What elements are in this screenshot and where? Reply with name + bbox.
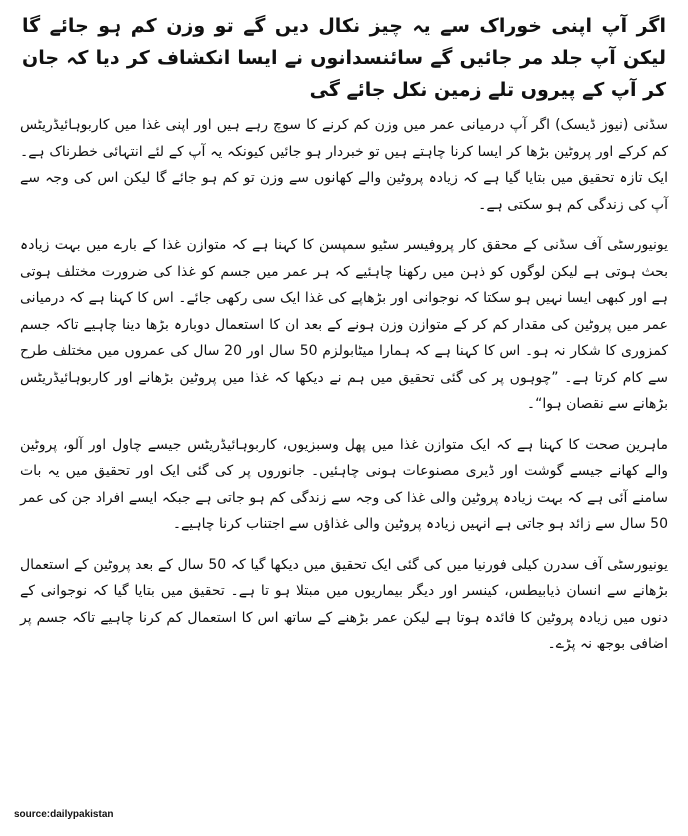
article-paragraph: یونیورسٹی آف سڈنی کے محقق کار پروفیسر سٹیو سمپسن کا کہنا ہے کہ متوازن غذا کے بارے میں بہت زیادہ بحث ہوتی ہے لیکن لوگوں کو ذہن میں رکھنا چاہئیے کہ ہر عمر میں جسم کو غذا کی ضرورت مختلف ہوتی ہے اور کبھی ایسا نہیں ہو سکتا کہ نوجوانی اور بڑھاپے کی غذا ایک سی رکھی جائے۔ اس کا کہنا ہے کہ درمیانی عمر میں پروٹین کی مقدار کم کر کے متوازن وزن ہونے کے بعد ان کا استعمال دوبارہ بڑھا دینا چاہیے تاکہ جسم کمزوری کا شکار نہ ہو۔ اس کا کہنا ہے کہ ہمارا میٹابولزم 50 سال اور 20 سال کی عمروں میں مختلف طرح سے کام کرتا ہے۔ ”چوہوں پر کی گئی تحقیق میں ہم نے دیکھا کہ غذا میں پروٹین بڑھانے اور کاربوہائیڈریٹس بڑھانے سے نقصان ہوا“۔ (20, 237, 669, 412)
article-paragraph: سڈنی (نیوز ڈیسک) اگر آپ درمیانی عمر میں وزن کم کرنے کا سوچ رہے ہیں اور اپنی غذا میں کاربوہائیڈریٹس کم کرکے اور پروٹین بڑھا کر ایسا کرنا چاہتے ہیں تو خبردار ہو جائیں کیونکہ یہ آپ کے لئے انتہائی خطرناک ہے۔ ایک تازہ تحقیق میں بتایا گیا ہے کہ زیادہ پروٹین والے کھانوں سے وزن تو کم ہو جائے گا لیکن اس کی وجہ سے آپ کی زندگی کم ہو سکتی ہے۔ (20, 117, 668, 213)
article-headline: اگر آپ اپنی خوراک سے یہ چیز نکال دیں گے تو وزن کم ہو جائے گا لیکن آپ جلد مر جائیں گے سائنسدانوں نے ایسا انکشاف کر دیا کہ جان کر آپ کے پیروں تلے زمین نکل جائے گی (22, 15, 666, 101)
article-paragraph: یونیورسٹی آف سدرن کیلی فورنیا میں کی گئی ایک تحقیق میں دیکھا گیا کہ 50 سال کے بعد پروٹین کے استعمال بڑھانے سے انسان ذیابیطس، کینسر اور دیگر بیماریوں میں مبتلا ہو تا ہے۔ تحقیق میں بتایا گیا کہ نوجوانی کے دنوں میں زیادہ پروٹین کا فائدہ ہوتا ہے لیکن عمر بڑھنے کے ساتھ اس کا استعمال کم کرنا چاہیے تاکہ جسم پر اضافی بوجھ نہ پڑے۔ (20, 556, 668, 652)
article-paragraph: ماہرین صحت کا کہنا ہے کہ ایک متوازن غذا میں پھل وسبزیوں، کاربوہائیڈریٹس جیسے چاول اور آلو، پروٹین والے کھانے جیسے گوشت اور ڈیری مصنوعات ہونی چاہئیں۔ جانوروں پر کی گئی ایک اور تحقیق میں یہ بات سامنے آئی ہے کہ بہت زیادہ پروٹین والی غذا کی وجہ سے زندگی کم ہو جاتی ہے جبکہ ایسے افراد جن کی عمر 50 سال سے زائد ہو جاتی ہے انہیں زیادہ پروٹین والی غذاؤں سے اجتناب کرنا چاہیے۔ (20, 436, 668, 532)
source-credit: source:dailypakistan (14, 809, 114, 820)
